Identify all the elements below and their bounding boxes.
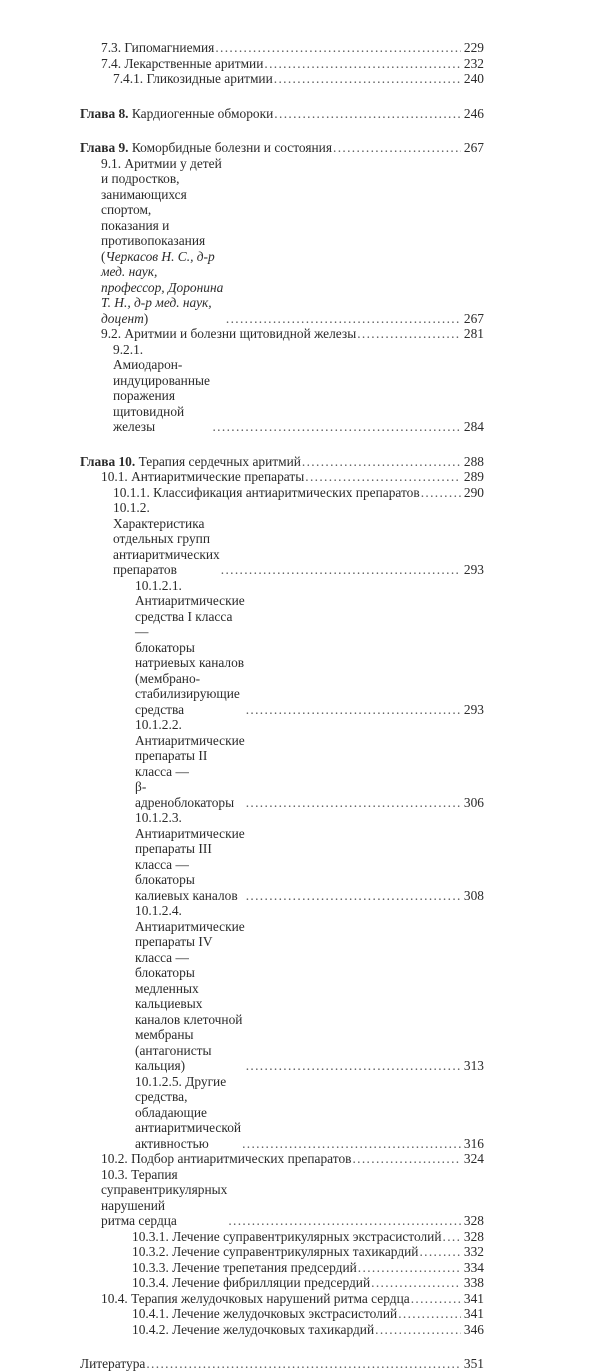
toc-entry-9-2[interactable]	[80, 326, 484, 342]
page-number: 232	[463, 55, 484, 71]
leader-dots	[357, 326, 461, 342]
leader-dots	[419, 1244, 461, 1260]
toc-entry-10-1-2[interactable]	[80, 500, 484, 578]
page-number: 293	[463, 701, 484, 717]
page-number: 328	[463, 1228, 484, 1244]
entry-title-cont: блокаторы натриевых каналов (мембрано-	[135, 639, 245, 686]
toc-entry-10-1-1[interactable]	[80, 485, 484, 501]
leader-dots	[358, 1260, 461, 1276]
page-number: 229	[463, 40, 484, 55]
toc-entry-7-4-1[interactable]	[80, 71, 484, 87]
page-number: 308	[463, 887, 484, 903]
entry-title-cont: β-адреноблокаторы	[135, 779, 235, 810]
entry-title: 10.1.2.5. Другие средства, обладающие	[135, 1073, 227, 1120]
entry-title-cont: блокаторы калиевых каналов	[135, 872, 238, 903]
page-number: 346	[463, 1321, 484, 1337]
toc-entry-10-4-1[interactable]	[80, 1306, 484, 1322]
author-note: Черкасов Н. С., д-р мед. наук,	[101, 248, 215, 279]
entry-title: 7.3. Гипомагниемия	[101, 40, 215, 55]
toc-entry-10-3-3[interactable]	[80, 1260, 484, 1276]
leader-dots	[443, 1229, 461, 1245]
page-number: 267	[463, 140, 484, 155]
chapter-label: Глава 8.	[80, 105, 129, 121]
toc-entry-7-4[interactable]	[80, 56, 484, 72]
page-number: 306	[463, 794, 484, 810]
toc-chapter-9[interactable]	[80, 140, 484, 156]
entry-title-cont: антиаритмических препаратов	[113, 546, 220, 577]
page-number: 334	[463, 1259, 484, 1275]
toc-entry-10-3[interactable]	[80, 1167, 484, 1229]
toc-entry-10-1-2-3[interactable]	[80, 810, 484, 903]
entry-title: 10.1.2.4. Антиаритмические препараты IV класса —	[135, 903, 245, 965]
entry-title: 10.3.3. Лечение трепетания предсердий	[132, 1259, 357, 1275]
toc-references[interactable]	[80, 1356, 484, 1372]
leader-dots	[246, 1058, 461, 1074]
entry-title-cont: блокаторы медленных кальциевых каналов клеточной	[135, 965, 243, 1027]
entry-title-cont: стабилизирующие средства	[135, 686, 240, 717]
toc-entry-9-2-1[interactable]	[80, 342, 484, 435]
entry-title: 10.4. Терапия желудочковых нарушений ритма сердца	[101, 1290, 410, 1306]
page-number: 281	[463, 326, 484, 341]
entry-title: 10.2. Подбор антиаритмических препаратов	[101, 1151, 352, 1166]
toc-entry-10-1-2-4[interactable]	[80, 903, 484, 1074]
leader-dots	[352, 1151, 461, 1167]
page-number: 338	[463, 1275, 484, 1290]
entry-title: 10.4.2. Лечение желудочковых тахикардий	[132, 1321, 375, 1337]
leader-dots	[421, 485, 461, 501]
page-number: 341	[463, 1306, 484, 1321]
entry-title-cont: показания и противопоказания (	[101, 217, 206, 264]
page-number: 313	[463, 1058, 484, 1073]
toc-entry-10-3-1[interactable]	[80, 1229, 484, 1245]
leader-dots	[302, 454, 461, 470]
page-number: 284	[463, 419, 484, 434]
entry-title: 10.1. Антиаритмические препараты	[101, 469, 305, 484]
page-number: 341	[463, 1290, 484, 1306]
leader-dots	[146, 1356, 461, 1372]
entry-title-cont: щитовидной железы	[113, 403, 185, 434]
author-note: профессор, Доронина Т. Н., д-р мед. наук, доцент	[101, 279, 224, 326]
leader-dots	[226, 311, 461, 327]
leader-dots	[246, 702, 461, 718]
page-number: 246	[463, 105, 484, 121]
toc-chapter-10[interactable]	[80, 454, 484, 470]
leader-dots	[411, 1291, 461, 1307]
toc-chapter-8[interactable]	[80, 106, 484, 122]
page-number: 290	[463, 484, 484, 500]
leader-dots	[228, 1213, 461, 1229]
leader-dots	[242, 1136, 461, 1152]
entry-title: 10.1.2.2. Антиаритмические препараты II класса —	[135, 717, 245, 779]
toc-entry-10-3-2[interactable]	[80, 1244, 484, 1260]
entry-title: 10.1.2.3. Антиаритмические препараты III класса —	[135, 810, 245, 872]
entry-title: Терапия сердечных аритмий	[138, 453, 301, 469]
entry-title: 10.4.1. Лечение желудочковых экстрасистолий	[132, 1306, 398, 1321]
toc-entry-7-3[interactable]	[80, 40, 484, 56]
chapter-label: Глава 10.	[80, 453, 136, 469]
leader-dots	[333, 140, 461, 156]
entry-title-cont: мембраны (антагонисты кальция)	[135, 1027, 212, 1073]
page-number: 293	[463, 562, 484, 577]
entry-title: 10.1.1. Классификация антиаритмических препаратов	[113, 484, 420, 500]
toc-entry-10-2[interactable]	[80, 1151, 484, 1167]
entry-title: 7.4. Лекарственные аритмии	[101, 55, 264, 71]
leader-dots	[398, 1306, 461, 1322]
leader-dots	[264, 56, 461, 72]
page-number: 351	[463, 1356, 484, 1371]
toc-entry-10-1-2-1[interactable]	[80, 578, 484, 718]
entry-title: 10.3.1. Лечение суправентрикулярных экстрасистолий	[132, 1228, 442, 1244]
entry-title: 10.1.2. Характеристика отдельных групп	[113, 500, 210, 546]
toc-entry-10-3-4[interactable]	[80, 1275, 484, 1291]
entry-title: 10.3.2. Лечение суправентрикулярных тахикардий	[132, 1244, 419, 1259]
toc-entry-10-1-2-5[interactable]	[80, 1074, 484, 1152]
page-number: 324	[463, 1151, 484, 1166]
toc-entry-9-1[interactable]	[80, 156, 484, 327]
entry-title: 10.3.4. Лечение фибрилляции предсердий	[132, 1275, 371, 1290]
entry-title: Кардиогенные обмороки	[131, 105, 274, 121]
leader-dots	[215, 40, 461, 56]
leader-dots	[212, 419, 461, 435]
leader-dots	[221, 562, 461, 578]
toc-entry-10-1[interactable]	[80, 469, 484, 485]
entry-title-cont: ритма сердца	[101, 1213, 177, 1228]
entry-title: Коморбидные болезни и состояния	[131, 140, 333, 155]
entry-title: 9.2.1. Амиодарон-индуцированные поражения	[113, 341, 210, 403]
leader-dots	[371, 1275, 461, 1291]
page-number: 288	[463, 453, 484, 469]
toc-entry-10-1-2-2[interactable]	[80, 717, 484, 810]
chapter-label: Глава 9.	[80, 140, 129, 155]
leader-dots	[375, 1322, 461, 1338]
toc-entry-10-4[interactable]	[80, 1291, 484, 1307]
leader-dots	[274, 106, 461, 122]
page-number: 328	[463, 1213, 484, 1228]
entry-title: Литература	[80, 1356, 146, 1371]
entry-title-end: )	[143, 310, 149, 326]
leader-dots	[246, 795, 461, 811]
entry-title: 9.1. Аритмии у детей и подростков, занимающихся спортом,	[101, 155, 222, 217]
table-of-contents	[80, 40, 484, 1372]
leader-dots	[305, 469, 461, 485]
entry-title: 10.3. Терапия суправентрикулярных нарушений	[101, 1166, 228, 1213]
page-number: 267	[463, 310, 484, 326]
page-number: 316	[463, 1135, 484, 1151]
page-number: 240	[463, 71, 484, 86]
leader-dots	[246, 888, 461, 904]
page-number: 332	[463, 1244, 484, 1259]
entry-title-cont: антиаритмической активностью	[135, 1120, 242, 1151]
entry-title: 10.1.2.1. Антиаритмические средства I класса —	[135, 577, 245, 639]
page-number: 289	[463, 469, 484, 484]
toc-entry-10-4-2[interactable]	[80, 1322, 484, 1338]
leader-dots	[274, 71, 461, 87]
entry-title: 7.4.1. Гликозидные аритмии	[113, 71, 273, 86]
entry-title: 9.2. Аритмии и болезни щитовидной железы	[101, 326, 357, 341]
